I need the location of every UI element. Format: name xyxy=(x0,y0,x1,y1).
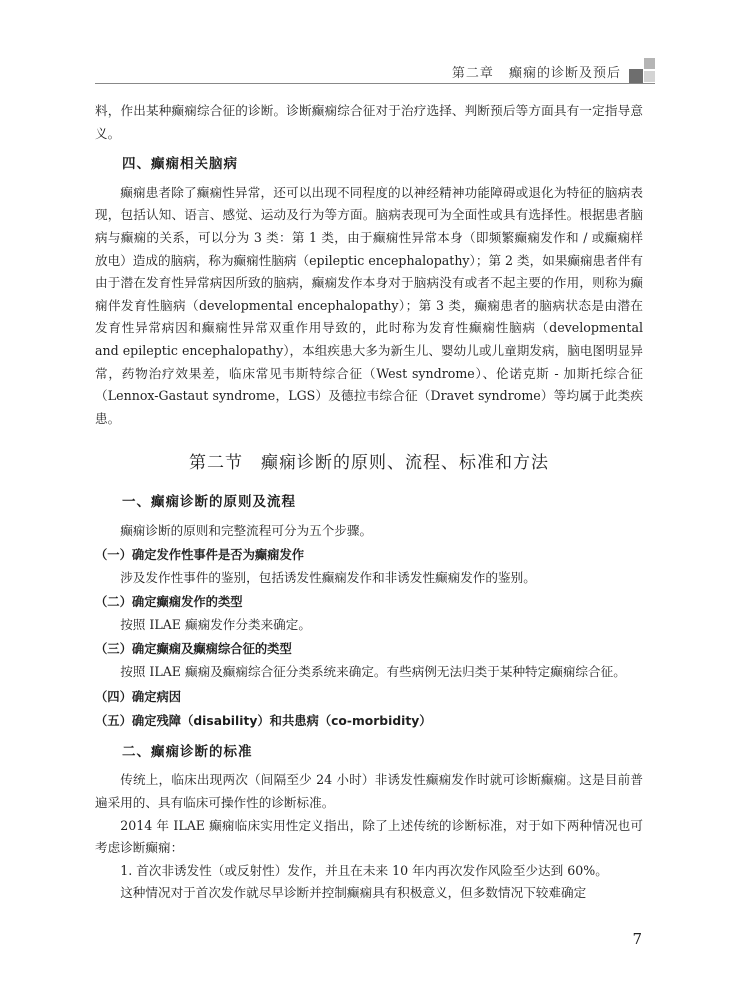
running-header xyxy=(95,58,655,84)
step-3-title: （三）确定癫痫及癫痫综合征的类型 xyxy=(95,642,292,657)
subsection-1-title: 一、癫痫诊断的原则及流程 xyxy=(122,493,296,510)
subsection-2-paragraph-2: 2014 年 ILAE 癫痫临床实用性定义指出，除了上述传统的诊断标准，对于如下两种情况也可考虑诊断癫痫： xyxy=(95,817,643,856)
subsection-2-paragraph-3: 1. 首次非诱发性（或反射性）发作，并且在未来 10 年内再次发作风险至少达到 60%。 xyxy=(120,862,608,878)
step-2-text: 按照 ILAE 癫痫发作分类来确定。 xyxy=(120,616,311,632)
subsection-2-title: 二、癫痫诊断的标准 xyxy=(122,743,253,760)
header-title: 癫痫的诊断及预后 xyxy=(508,66,621,81)
header-decoration-light-2 xyxy=(644,71,655,82)
subsection-2-paragraph-1: 传统上，临床出现两次（间隔至少 24 小时）非诱发性癫痫发作时就可诊断癫痫。这是目前普遍采用的、具有临床可操作性的诊断标准。 xyxy=(95,772,643,811)
section-heading-title: 癫痫诊断的原则、流程、标准和方法 xyxy=(261,453,549,474)
header-text xyxy=(442,62,621,81)
step-1-text: 涉及发作性事件的鉴别，包括诱发性癫痫发作和非诱发性癫痫发作的鉴别。 xyxy=(120,569,536,585)
header-decoration-dark xyxy=(629,69,643,83)
page-number: 7 xyxy=(632,930,642,948)
subsection-2-paragraph-4: 这种情况对于首次发作就尽早诊断并控制癫痫具有积极意义，但多数情况下较难确定 xyxy=(120,885,587,901)
intro-paragraph: 料，作出某种癫痫综合征的诊断。诊断癫痫综合征对于治疗选择、判断预后等方面具有一定指导意义。 xyxy=(95,103,643,141)
subsection-1-paragraph: 癫痫诊断的原则和完整流程可分为五个步骤。 xyxy=(120,522,373,538)
section-4-title: 四、癫痫相关脑病 xyxy=(122,156,238,173)
header-rule xyxy=(95,83,655,84)
step-2-title: （二）确定癫痫发作的类型 xyxy=(95,595,243,610)
step-5-title: （五）确定残障（disability）和共患病（co-morbidity） xyxy=(95,714,432,729)
section-4-paragraph: 癫痫患者除了癫痫性异常，还可以出现不同程度的以神经精神功能障碍或退化为特征的脑病表现，包括认知、语言、感觉、运动及行为等方面。脑病表现可为全面性或具有选择性。根据患者脑病与癫痫的关系，可以分为 3 类：第 1 类，由于癫痫性异常本身（即频繁癫痫发作和 / 或癫痫样放电）造成的脑病，称为癫痫性脑病（epileptic encephalopathy）；第 2 类，如果癫痫患者伴有由于潜在发育性异常病因所致的脑病，癫痫发作本身对于脑病没有或者不起主要的作用，则称为癫痫伴发育性脑病（developmental encephalopathy）；第 3 类，癫痫患者的脑病状态是由潜在发育性异常病因和癫痫性异常双重作用导致的，此时称为发育性癫痫性脑病（developmental and epileptic encephalopathy），本组疾患大多为新生儿、婴幼儿或儿童期发病，脑电图明显异常，药物治疗效果差，临床常见韦斯特综合征（West syndrome）、伦诺克斯 - 加斯托综合征（Lennox-Gastaut syndrome，LGS）及德拉韦综合征（Dravet syndrome）等均属于此类疾患。 xyxy=(95,184,643,426)
section-heading-number: 第二节 xyxy=(189,453,243,474)
step-1-title: （一）确定发作性事件是否为癫痫发作 xyxy=(95,548,305,563)
header-decoration-light xyxy=(644,58,655,69)
step-3-text: 按照 ILAE 癫痫及癫痫综合征分类系统来确定。有些病例无法归类于某种特定癫痫综合征。 xyxy=(120,664,626,680)
header-chapter: 第二章 xyxy=(451,66,494,81)
page-content xyxy=(95,100,643,905)
section-heading xyxy=(95,452,643,475)
step-4-title: （四）确定病因 xyxy=(95,689,182,704)
